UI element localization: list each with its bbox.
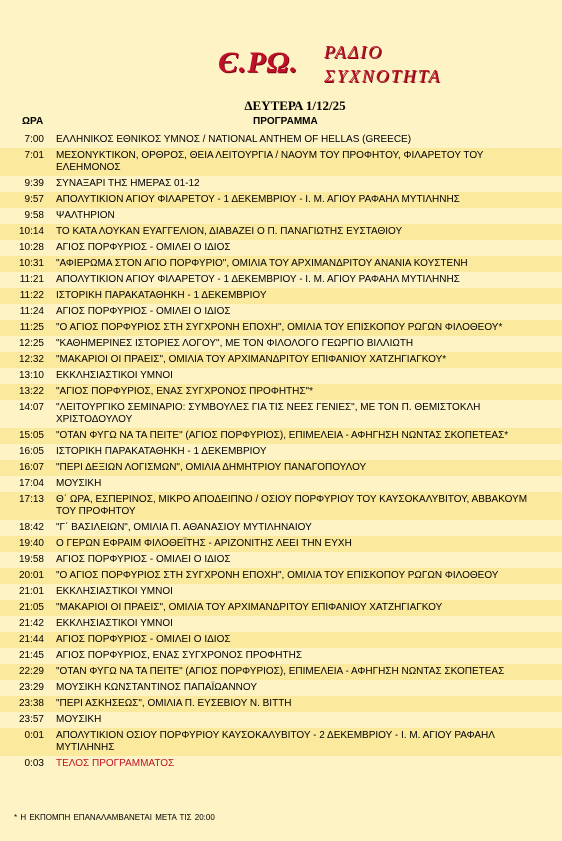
row-program: ΑΓΙΟΣ ΠΟΡΦΥΡΙΟΣ - ΟΜΙΛΕΙ Ο ΙΔΙΟΣ	[56, 242, 231, 253]
row-program: ΑΓΙΟΣ ΠΟΡΦΥΡΙΟΣ, ΕΝΑΣ ΣΥΓΧΡΟΝΟΣ ΠΡΟΦΗΤΗΣ	[56, 650, 302, 661]
row-time: 7:00	[24, 134, 44, 145]
row-time: 23:57	[18, 714, 44, 725]
table-row	[0, 148, 562, 176]
table-row	[0, 552, 562, 568]
table-row	[0, 696, 562, 712]
table-row	[0, 208, 562, 224]
row-time: 13:22	[18, 386, 44, 397]
row-time: 20:01	[18, 570, 44, 581]
logo-main-text: Є.ΡΩ.	[218, 46, 299, 79]
schedule-table	[0, 132, 562, 772]
table-row	[0, 336, 562, 352]
row-time: 11:25	[19, 322, 44, 333]
table-row	[0, 568, 562, 584]
row-time: 7:01	[24, 150, 44, 161]
row-program: ΑΓΙΟΣ ΠΟΡΦΥΡΙΟΣ - ΟΜΙΛΕΙ Ο ΙΔΙΟΣ	[56, 634, 231, 645]
row-program: "Ο ΑΓΙΟΣ ΠΟΡΦΥΡΙΟΣ ΣΤΗ ΣΥΓΧΡΟΝΗ ΕΠΟΧΗ", ΟΜΙΛΙΑ ΤΟΥ ΕΠΙΣΚΟΠΟΥ ΡΩΓΩΝ ΦΙΛΟΘΕΟΥ*	[56, 322, 503, 333]
row-program: "Γ΄ ΒΑΣΙΛΕΙΩΝ", ΟΜΙΛΙΑ Π. ΑΘΑΝΑΣΙΟΥ ΜΥΤΙΛΗΝΑΙΟΥ	[56, 522, 312, 533]
table-row	[0, 584, 562, 600]
row-time: 9:39	[24, 178, 44, 189]
table-row	[0, 192, 562, 208]
station-logo	[218, 42, 442, 102]
row-program: ΜΟΥΣΙΚΗ	[56, 714, 102, 725]
table-row	[0, 240, 562, 256]
header-time: ΩΡΑ	[22, 116, 44, 127]
row-time: 13:10	[18, 370, 44, 381]
row-program: ΤΕΛΟΣ ΠΡΟΓΡΑΜΜΑΤΟΣ	[56, 758, 175, 769]
row-time: 10:31	[18, 258, 44, 269]
row-program: ΕΚΚΛΗΣΙΑΣΤΙΚΟΙ ΥΜΝΟΙ	[56, 586, 173, 597]
table-row	[0, 320, 562, 336]
row-program: ΨΑΛΤΗΡΙΟΝ	[56, 210, 115, 221]
row-time: 23:38	[18, 698, 44, 709]
row-time: 11:21	[19, 274, 44, 285]
row-time: 11:22	[19, 290, 44, 301]
logo-subtitle-line1: ΡΑΔΙΟ	[324, 42, 384, 62]
schedule-day-title: ΔΕΥΤΕΡΑ 1/12/25	[244, 98, 346, 113]
row-time: 21:01	[18, 586, 44, 597]
table-row	[0, 400, 562, 428]
row-program: "ΜΑΚΑΡΙΟΙ ΟΙ ΠΡΑΕΙΣ", ΟΜΙΛΙΑ ΤΟΥ ΑΡΧΙΜΑΝΔΡΙΤΟΥ ΕΠΙΦΑΝΙΟΥ ΧΑΤΖΗΓΙΑΓΚΟΥ	[56, 602, 443, 613]
table-row	[0, 616, 562, 632]
row-program: ΑΓΙΟΣ ΠΟΡΦΥΡΙΟΣ - ΟΜΙΛΕΙ Ο ΙΔΙΟΣ	[56, 554, 231, 565]
header-program: ΠΡΟΓΡΑΜΜΑ	[253, 116, 318, 127]
row-program: ΑΓΙΟΣ ΠΟΡΦΥΡΙΟΣ - ΟΜΙΛΕΙ Ο ΙΔΙΟΣ	[56, 306, 231, 317]
table-row	[0, 132, 562, 148]
row-time: 0:01	[24, 730, 44, 741]
row-program: "ΛΕΙΤΟΥΡΓΙΚΟ ΣΕΜΙΝΑΡΙΟ: ΣΥΜΒΟΥΛΕΣ ΓΙΑ ΤΙΣ ΝΕΕΣ ΓΕΝΙΕΣ", ΜΕ ΤΟΝ Π. ΘΕΜΙΣΤΟΚΛΗ ΧΡΙΣΤΟΔΟΥΛΟΥ	[56, 402, 481, 425]
row-program: ΙΣΤΟΡΙΚΗ ΠΑΡΑΚΑΤΑΘΗΚΗ - 1 ΔΕΚΕΜΒΡΙΟΥ	[56, 290, 267, 301]
row-program: ΜΕΣΟΝΥΚΤΙΚΟΝ, ΟΡΘΡΟΣ, ΘΕΙΑ ΛΕΙΤΟΥΡΓΙΑ / ΝΑΟΥΜ ΤΟΥ ΠΡΟΦΗΤΟΥ, ΦΙΛΑΡΕΤΟΥ ΤΟΥ ΕΛΕΗΜΟΝΟΣ	[56, 150, 484, 173]
row-time: 18:42	[18, 522, 44, 533]
row-program: Ο ΓΕΡΩΝ ΕΦΡΑΙΜ ΦΙΛΟΘΕΪΤΗΣ - ΑΡΙΖΟΝΙΤΗΣ ΛΕΕΙ ΤΗΝ ΕΥΧΗ	[56, 538, 352, 549]
row-time: 12:32	[18, 354, 44, 365]
row-program: ΑΠΟΛΥΤΙΚΙΟΝ ΑΓΙΟΥ ΦΙΛΑΡΕΤΟΥ - 1 ΔΕΚΕΜΒΡΙΟΥ - Ι. Μ. ΑΓΙΟΥ ΡΑΦΑΗΛ ΜΥΤΙΛΗΝΗΣ	[56, 194, 460, 205]
row-program: "ΟΤΑΝ ΦΥΓΩ ΝΑ ΤΑ ΠΕΙΤΕ" (ΑΓΙΟΣ ΠΟΡΦΥΡΙΟΣ), ΕΠΙΜΕΛΕΙΑ - ΑΦΗΓΗΣΗ ΝΩΝΤΑΣ ΣΚΟΠΕΤΕΑΣ	[56, 666, 505, 677]
row-program: "ΚΑΘΗΜΕΡΙΝΕΣ ΙΣΤΟΡΙΕΣ ΛΟΓΟΥ", ΜΕ ΤΟΝ ΦΙΛΟΛΟΓΟ ΓΕΩΡΓΙΟ ΒΙΛΛΙΩΤΗ	[56, 338, 414, 349]
row-time: 22:29	[18, 666, 44, 677]
table-row	[0, 476, 562, 492]
table-row	[0, 444, 562, 460]
row-program: ΕΛΛΗΝΙΚΟΣ ΕΘΝΙΚΟΣ ΥΜΝΟΣ / NATIONAL ANTHEM OF HELLAS (GREECE)	[56, 134, 412, 145]
table-row	[0, 272, 562, 288]
table-row	[0, 536, 562, 552]
row-program: ΑΠΟΛΥΤΙΚΙΟΝ ΟΣΙΟΥ ΠΟΡΦΥΡΙΟΥ ΚΑΥΣΟΚΑΛΥΒΙΤΟΥ - 2 ΔΕΚΕΜΒΡΙΟΥ - Ι. Μ. ΑΓΙΟΥ ΡΑΦΑΗΛ ΜΥΤΙΛΗΝΗΣ	[56, 730, 495, 753]
row-time: 16:07	[18, 462, 44, 473]
table-row	[0, 712, 562, 728]
table-row	[0, 352, 562, 368]
row-time: 12:25	[18, 338, 44, 349]
table-row	[0, 680, 562, 696]
row-time: 21:05	[18, 602, 44, 613]
table-row	[0, 632, 562, 648]
table-row	[0, 224, 562, 240]
row-program: ΙΣΤΟΡΙΚΗ ΠΑΡΑΚΑΤΑΘΗΚΗ - 1 ΔΕΚΕΜΒΡΙΟΥ	[56, 446, 267, 457]
row-program: ΕΚΚΛΗΣΙΑΣΤΙΚΟΙ ΥΜΝΟΙ	[56, 618, 173, 629]
table-row	[0, 756, 562, 772]
table-row	[0, 520, 562, 536]
row-time: 15:05	[18, 430, 44, 441]
row-program: ΜΟΥΣΙΚΗ	[56, 478, 102, 489]
logo-subtitle-line2: ΣΥΧΝΟΤΗΤΑ	[324, 66, 442, 86]
table-row	[0, 288, 562, 304]
row-time: 21:45	[18, 650, 44, 661]
row-time: 19:58	[18, 554, 44, 565]
table-row	[0, 368, 562, 384]
table-row	[0, 648, 562, 664]
row-program: ΤΟ ΚΑΤΑ ΛΟΥΚΑΝ ΕΥΑΓΓΕΛΙΟΝ, ΔΙΑΒΑΖΕΙ Ο Π. ΠΑΝΑΓΙΩΤΗΣ ΕΥΣΤΑΘΙΟΥ	[56, 226, 403, 237]
row-program: "ΑΦΙΕΡΩΜΑ ΣΤΟΝ ΑΓΙΟ ΠΟΡΦΥΡΙΟ", ΟΜΙΛΙΑ ΤΟΥ ΑΡΧΙΜΑΝΔΡΙΤΟΥ ΑΝΑΝΙΑ ΚΟΥΣΤΕΝΗ	[56, 258, 468, 269]
row-time: 11:24	[19, 306, 44, 317]
row-time: 21:42	[18, 618, 44, 629]
row-program: "ΠΕΡΙ ΑΣΚΗΣΕΩΣ", ΟΜΙΛΙΑ Π. ΕΥΣΕΒΙΟΥ Ν. ΒΙΤΤΗ	[56, 698, 292, 709]
row-time: 0:03	[24, 758, 44, 769]
table-header	[0, 116, 562, 130]
row-time: 21:44	[18, 634, 44, 645]
row-time: 16:05	[18, 446, 44, 457]
row-time: 19:40	[18, 538, 44, 549]
table-row	[0, 664, 562, 680]
row-time: 9:58	[24, 210, 44, 221]
table-row	[0, 492, 562, 520]
footnote: * Η ΕΚΠΟΜΠΗ ΕΠΑΝΑΛΑΜΒΑΝΕΤΑΙ ΜΕΤΑ ΤΙΣ 20:00	[14, 813, 215, 822]
table-row	[0, 304, 562, 320]
row-program: ΑΠΟΛΥΤΙΚΙΟΝ ΑΓΙΟΥ ΦΙΛΑΡΕΤΟΥ - 1 ΔΕΚΕΜΒΡΙΟΥ - Ι. Μ. ΑΓΙΟΥ ΡΑΦΑΗΛ ΜΥΤΙΛΗΝΗΣ	[56, 274, 460, 285]
row-program: ΜΟΥΣΙΚΗ ΚΩΝΣΤΑΝΤΙΝΟΣ ΠΑΠΑΪΩΑΝΝΟΥ	[56, 682, 258, 693]
row-program: ΕΚΚΛΗΣΙΑΣΤΙΚΟΙ ΥΜΝΟΙ	[56, 370, 173, 381]
table-row	[0, 460, 562, 476]
row-program: "ΠΕΡΙ ΔΕΞΙΩΝ ΛΟΓΙΣΜΩΝ", ΟΜΙΛΙΑ ΔΗΜΗΤΡΙΟΥ ΠΑΝΑΓΟΠΟΥΛΟΥ	[56, 462, 367, 473]
row-time: 10:14	[18, 226, 44, 237]
row-time: 23:29	[18, 682, 44, 693]
row-program: "ΟΤΑΝ ΦΥΓΩ ΝΑ ΤΑ ΠΕΙΤΕ" (ΑΓΙΟΣ ΠΟΡΦΥΡΙΟΣ), ΕΠΙΜΕΛΕΙΑ - ΑΦΗΓΗΣΗ ΝΩΝΤΑΣ ΣΚΟΠΕΤΕΑΣ*	[56, 430, 509, 441]
row-time: 10:28	[18, 242, 44, 253]
table-row	[0, 256, 562, 272]
table-row	[0, 428, 562, 444]
row-program: "ΜΑΚΑΡΙΟΙ ΟΙ ΠΡΑΕΙΣ", ΟΜΙΛΙΑ ΤΟΥ ΑΡΧΙΜΑΝΔΡΙΤΟΥ ΕΠΙΦΑΝΙΟΥ ΧΑΤΖΗΓΙΑΓΚΟΥ*	[56, 354, 447, 365]
row-time: 9:57	[24, 194, 44, 205]
row-program: "ΑΓΙΟΣ ΠΟΡΦΥΡΙΟΣ, ΕΝΑΣ ΣΥΓΧΡΟΝΟΣ ΠΡΟΦΗΤΗΣ"*	[56, 386, 313, 397]
table-row	[0, 728, 562, 756]
row-time: 17:04	[18, 478, 44, 489]
row-program: "Ο ΑΓΙΟΣ ΠΟΡΦΥΡΙΟΣ ΣΤΗ ΣΥΓΧΡΟΝΗ ΕΠΟΧΗ", ΟΜΙΛΙΑ ΤΟΥ ΕΠΙΣΚΟΠΟΥ ΡΩΓΩΝ ΦΙΛΟΘΕΟΥ	[56, 570, 499, 581]
table-row	[0, 176, 562, 192]
table-row	[0, 600, 562, 616]
row-time: 17:13	[18, 494, 44, 505]
table-row	[0, 384, 562, 400]
row-program: ΣΥΝΑΞΑΡΙ ΤΗΣ ΗΜΕΡΑΣ 01-12	[56, 178, 200, 189]
row-time: 14:07	[18, 402, 44, 413]
row-program: Θ΄ ΩΡΑ, ΕΣΠΕΡΙΝΟΣ, ΜΙΚΡΟ ΑΠΟΔΕΙΠΝΟ / ΟΣΙΟΥ ΠΟΡΦΥΡΙΟΥ ΤΟΥ ΚΑΥΣΟΚΑΛΥΒΙΤΟΥ, ΑΒΒΑΚΟΥΜ ΤΟΥ ΠΡΟΦΗΤΟΥ	[56, 494, 528, 517]
